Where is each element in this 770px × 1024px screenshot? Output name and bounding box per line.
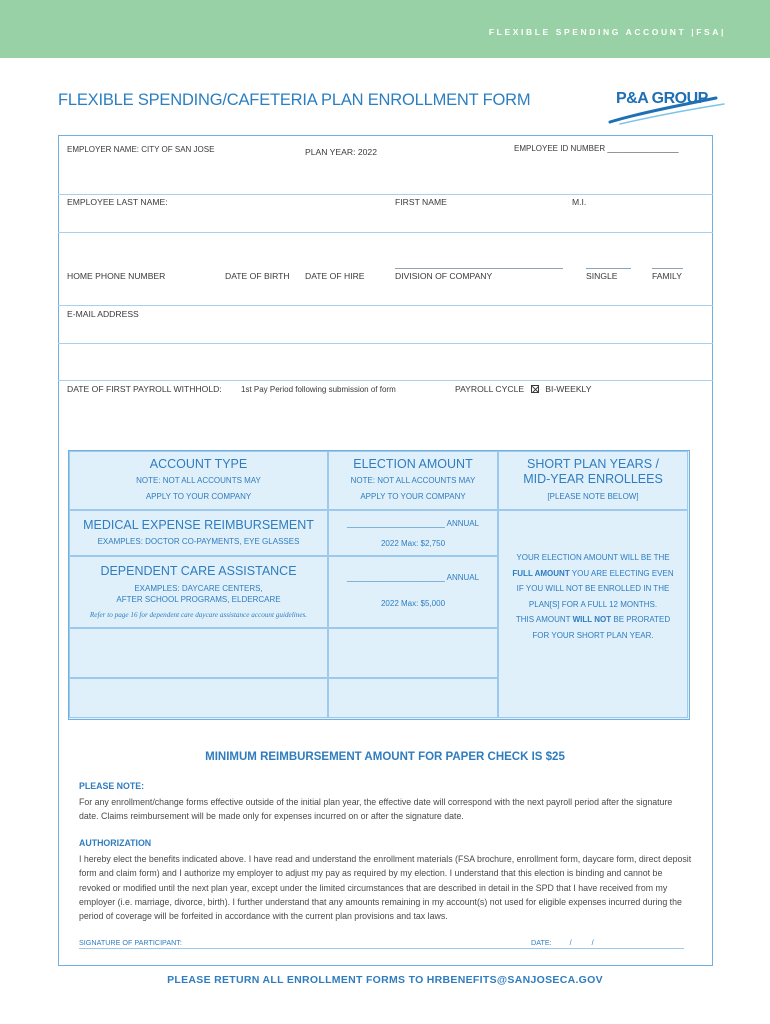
short-plan-title-2: MID-YEAR ENROLLEES — [523, 472, 663, 486]
election-amount-note-1: NOTE: NOT ALL ACCOUNTS MAY — [350, 476, 476, 485]
single-underline — [586, 268, 631, 269]
short-plan-title-1: SHORT PLAN YEARS / — [527, 457, 659, 471]
signature-line — [79, 948, 684, 949]
payroll-cycle-label: PAYROLL CYCLE — [455, 384, 525, 394]
dependent-account-cell — [69, 556, 328, 628]
short-plan-line-5-c: BE PRORATED — [611, 615, 671, 624]
plan-year-field[interactable]: PLAN YEAR: 2022 — [305, 147, 377, 157]
short-plan-info-cell — [498, 510, 688, 718]
short-plan-line-1: YOUR ELECTION AMOUNT WILL BE THE — [516, 553, 670, 562]
account-table — [68, 450, 690, 720]
short-plan-note: [PLEASE NOTE BELOW] — [547, 492, 639, 501]
email-field[interactable]: E-MAIL ADDRESS — [67, 309, 139, 319]
home-phone-field[interactable]: HOME PHONE NUMBER — [67, 271, 166, 281]
single-option[interactable]: SINGLE — [586, 271, 618, 281]
pa-group-logo — [606, 84, 730, 128]
short-plan-full-amount: FULL AMOUNT — [512, 568, 570, 578]
first-payroll-label: DATE OF FIRST PAYROLL WITHHOLD: — [67, 384, 222, 394]
row-divider — [58, 380, 713, 381]
dependent-amount-field[interactable]: ______________________ ANNUAL — [346, 573, 480, 582]
account-type-note-2: APPLY TO YOUR COMPANY — [145, 492, 252, 501]
account-type-note-1: NOTE: NOT ALL ACCOUNTS MAY — [136, 476, 261, 485]
election-amount-note-2: APPLY TO YOUR COMPANY — [360, 492, 466, 501]
signature-field[interactable]: SIGNATURE OF PARTICIPANT: — [79, 938, 182, 947]
first-name-field[interactable]: FIRST NAME — [395, 197, 447, 207]
empty-amount-cell — [328, 678, 498, 718]
row-divider — [58, 343, 713, 344]
form-title: FLEXIBLE SPENDING/CAFETERIA PLAN ENROLLMENT FORM — [58, 91, 531, 109]
checked-box-icon[interactable] — [531, 385, 539, 393]
election-amount-header — [328, 451, 498, 510]
date-of-birth-field[interactable]: DATE OF BIRTH — [225, 271, 290, 281]
row-divider — [58, 305, 713, 306]
short-plan-line-3: IF YOU WILL NOT BE ENROLLED IN THE — [516, 584, 670, 593]
logo-text: P&A GROUP — [616, 90, 708, 107]
signature-date-field[interactable]: DATE: / / — [531, 938, 594, 947]
medical-title: MEDICAL EXPENSE REIMBURSEMENT — [83, 518, 314, 532]
please-note-text: For any enrollment/change forms effective outside of the initial plan year, the effective date will correspond with the next payroll period after the signature date. Claims reimbursement will be made only for expenses incurred on or after the signature date. — [79, 797, 673, 822]
medical-amount-cell[interactable] — [328, 510, 498, 556]
dependent-refer-note: Refer to page 16 for dependent care daycare assistance account guidelines. — [89, 611, 308, 619]
short-plan-will-not: WILL NOT — [572, 615, 612, 624]
employee-id-field[interactable]: EMPLOYEE ID NUMBER ________________ — [514, 144, 679, 153]
please-note-heading: PLEASE NOTE: — [79, 781, 145, 791]
payroll-cycle[interactable] — [455, 384, 591, 394]
short-plan-text — [499, 550, 687, 643]
election-amount-title: ELECTION AMOUNT — [353, 457, 473, 471]
short-plan-line-2 — [499, 566, 687, 582]
dependent-examples-1: EXAMPLES: DAYCARE CENTERS, — [134, 584, 263, 593]
account-type-title: ACCOUNT TYPE — [149, 457, 248, 471]
last-name-field[interactable]: EMPLOYEE LAST NAME: — [67, 197, 168, 207]
authorization-heading: AUTHORIZATION — [79, 838, 152, 848]
division-field[interactable]: DIVISION OF COMPANY — [395, 271, 493, 281]
family-option[interactable]: FAMILY — [652, 271, 682, 281]
return-forms-footer: PLEASE RETURN ALL ENROLLMENT FORMS TO HRBENEFITS@SANJOSECA.GOV — [167, 974, 603, 986]
medical-account-cell — [69, 510, 328, 556]
empty-amount-cell — [328, 628, 498, 678]
empty-account-cell — [69, 628, 328, 678]
header-banner — [0, 0, 770, 58]
empty-account-cell — [69, 678, 328, 718]
date-of-hire-field[interactable]: DATE OF HIRE — [305, 271, 365, 281]
short-plan-line-4: PLAN[S] FOR A FULL 12 MONTHS. — [528, 599, 658, 609]
division-underline — [395, 268, 563, 269]
short-plan-line-5-a: THIS AMOUNT — [515, 615, 573, 624]
employer-name-field[interactable]: EMPLOYER NAME: CITY OF SAN JOSE — [67, 145, 215, 154]
short-plan-header — [498, 451, 688, 510]
medical-max: 2022 Max: $2,750 — [380, 539, 446, 548]
dependent-title: DEPENDENT CARE ASSISTANCE — [100, 564, 297, 578]
middle-initial-field[interactable]: M.I. — [572, 197, 587, 207]
row-divider — [58, 232, 713, 233]
dependent-max: 2022 Max: $5,000 — [380, 599, 446, 608]
family-underline — [652, 268, 683, 269]
account-type-header — [69, 451, 328, 510]
min-reimbursement-note: MINIMUM REIMBURSEMENT AMOUNT FOR PAPER CHECK IS $25 — [205, 751, 565, 763]
dependent-examples-2: AFTER SCHOOL PROGRAMS, ELDERCARE — [116, 595, 281, 604]
short-plan-line-5 — [499, 612, 687, 628]
medical-examples: EXAMPLES: DOCTOR CO-PAYMENTS, EYE GLASSES — [97, 537, 300, 546]
banner-text: FLEXIBLE SPENDING ACCOUNT |FSA| — [488, 27, 726, 37]
short-plan-line-6: FOR YOUR SHORT PLAN YEAR. — [532, 630, 654, 640]
payroll-cycle-value: BI-WEEKLY — [545, 384, 592, 394]
short-plan-line-2-rest: YOU ARE ELECTING EVEN — [569, 568, 674, 578]
dependent-amount-cell[interactable] — [328, 556, 498, 628]
medical-amount-field[interactable]: ______________________ ANNUAL — [346, 519, 480, 528]
first-payroll-value[interactable]: 1st Pay Period following submission of form — [241, 385, 396, 394]
authorization-text: I hereby elect the benefits indicated above. I have read and understand the enrollment materials (FSA brochure, enrollment form, daycare form, direct deposit form and claim form) and I authorize my employer to adjust my pay as required by my election. I understand that this election is binding and cannot be revoked or modified until the next plan year, except under the limited circumstances that are described in detail in the SPD that I have received from my employer (i.e. marriage, divorce, birth). I further understand that any amounts remaining in my account(s) not used for eligible expenses incurred during the period of coverage will be forfeited in accordance with the current plan provisions and tax laws. — [79, 854, 692, 922]
row-divider — [58, 194, 713, 195]
